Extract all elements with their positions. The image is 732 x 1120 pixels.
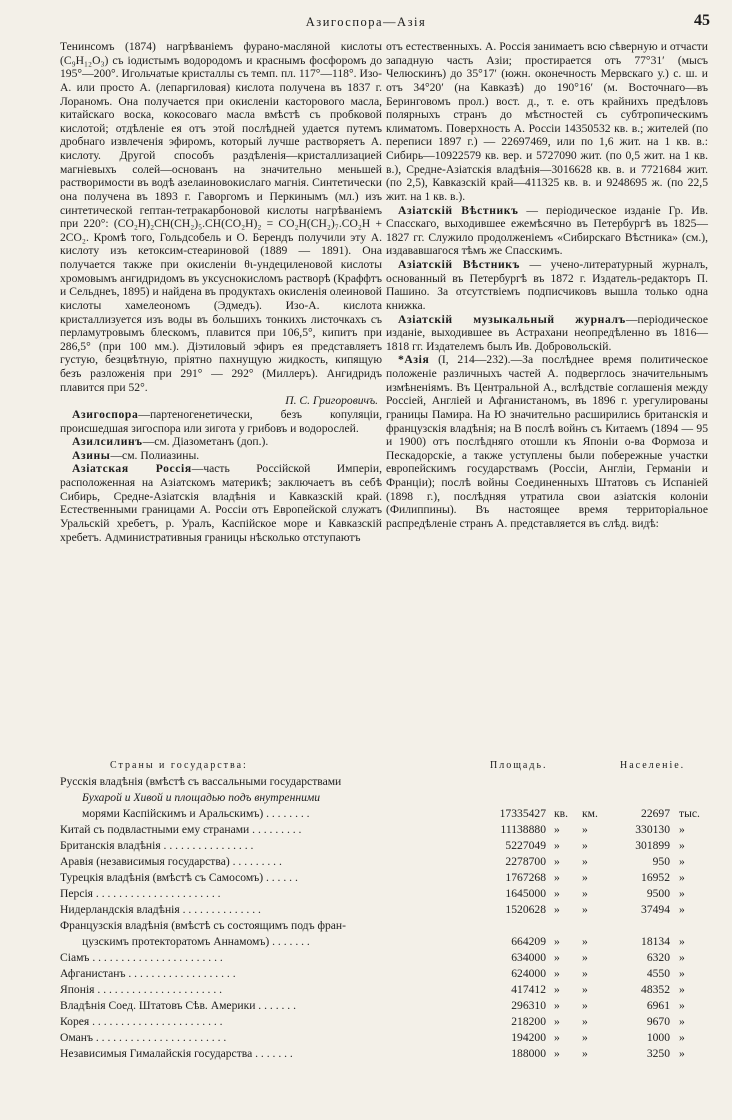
header-population: Населеніе.: [620, 760, 686, 771]
table-row: [60, 886, 710, 902]
article-paragraph: [60, 449, 382, 463]
table-row: [60, 902, 710, 918]
row-area-unit: »: [582, 1015, 588, 1028]
article-text: —партеногенетически, безъ копуляціи, происшедшая зигоспора или зигота у грибовъ и водорослей.: [60, 407, 382, 435]
article-text: —см. Діазометанъ (доп.).: [142, 435, 269, 449]
row-area-unit: »: [554, 1015, 560, 1028]
row-country: цузскимъ протекторатомъ Аннамомъ) . . . . . . .: [82, 935, 310, 948]
article-paragraph: [60, 462, 382, 544]
header-country: Страны и государства:: [110, 760, 248, 771]
row-country: Русскія владѣнія (вмѣстѣ съ вассальными государствами: [60, 775, 342, 788]
row-area: 194200: [511, 1031, 546, 1044]
row-population: 16952: [641, 871, 670, 884]
row-area-unit: »: [554, 999, 560, 1012]
row-country: Оманъ . . . . . . . . . . . . . . . . . . . . . . .: [60, 1031, 227, 1044]
table-row: [60, 966, 710, 982]
row-area: 417412: [511, 983, 546, 996]
row-country: Японія . . . . . . . . . . . . . . . . . . . . . .: [60, 983, 223, 996]
article-text: —см. Полиазины.: [110, 448, 200, 462]
table-row: [60, 1014, 710, 1030]
row-population-unit: »: [679, 1015, 685, 1028]
article-headword: *Азія: [398, 353, 430, 367]
article-paragraph: [60, 435, 382, 449]
row-population: 3250: [646, 1047, 670, 1060]
row-population-unit: »: [679, 1031, 685, 1044]
row-country: морями Каспійскимъ и Аральскимъ) . . . . . . . .: [82, 807, 310, 820]
row-country: Китай съ подвластными ему странами . . . . . . . . .: [60, 823, 302, 836]
row-country: Нидерландскія владѣнія . . . . . . . . . . . . . .: [60, 903, 261, 916]
row-population: 330130: [635, 823, 670, 836]
row-population: 18134: [641, 935, 670, 948]
row-area: 218200: [511, 1015, 546, 1028]
row-area-unit: км.: [582, 807, 598, 820]
row-population-unit: тыс.: [679, 807, 700, 820]
row-area-unit: »: [582, 887, 588, 900]
row-area: 2278700: [505, 855, 546, 868]
table-row: [60, 870, 710, 886]
table-row: [60, 918, 710, 934]
row-population-unit: »: [679, 855, 685, 868]
row-population-unit: »: [679, 823, 685, 836]
article-paragraph: [386, 313, 708, 354]
table-row: [60, 934, 710, 950]
row-area: 188000: [511, 1047, 546, 1060]
article-signature: П. С. Григоровичъ.: [285, 394, 378, 408]
row-area-unit: »: [554, 935, 560, 948]
row-area-unit: »: [582, 951, 588, 964]
row-population-unit: »: [679, 983, 685, 996]
row-area-unit: »: [582, 1047, 588, 1060]
row-population: 6961: [646, 999, 670, 1012]
row-country: Британскія владѣнія . . . . . . . . . . . . . . . .: [60, 839, 254, 852]
article-headword: Азіатскій музыкальный журналъ: [398, 312, 626, 326]
row-area-unit: »: [582, 871, 588, 884]
article-paragraph: [60, 40, 382, 394]
table-row: [60, 854, 710, 870]
running-title: Азигоспора—Азія: [305, 15, 427, 29]
row-population: 9500: [646, 887, 670, 900]
row-area-unit: »: [554, 1047, 560, 1060]
row-country: Независимыя Гималайскія государства . . . . . . .: [60, 1047, 293, 1060]
row-population: 22697: [641, 807, 670, 820]
article-headword: Азіатскій Вѣстникъ: [398, 203, 519, 217]
row-population: 950: [652, 855, 670, 868]
article-paragraph: [386, 258, 708, 313]
row-population: 4550: [646, 967, 670, 980]
article-headword: Азины: [72, 448, 111, 462]
article-text: — періодическое изданіе Гр. Ив. Спасскаго, выходившее ежемѣсячно въ Петербургѣ въ 1825—1827 гг. Служило продолженіемъ «Сибирскаго Вѣстника» (см.), издававшагося тѣмъ же Спасскимъ.: [386, 203, 709, 258]
row-population: 1000: [646, 1031, 670, 1044]
row-population: 9670: [646, 1015, 670, 1028]
row-population: 37494: [641, 903, 670, 916]
row-area-unit: »: [582, 983, 588, 996]
row-population-unit: »: [679, 887, 685, 900]
row-area: 624000: [511, 967, 546, 980]
row-population-unit: »: [679, 967, 685, 980]
table-row: [60, 998, 710, 1014]
row-area: 5227049: [505, 839, 546, 852]
row-country: Сіамъ . . . . . . . . . . . . . . . . . . . . . . .: [60, 951, 223, 964]
table-header: [60, 758, 710, 774]
article-text: Тенинсомъ (1874) нагрѣваніемъ фурано-масляной кислоты (C₉H₁₂O₃) съ іодистымъ водородомъ и краснымъ фосфоромъ до 195°—200°. Игольчатые кристаллы съ темп. пл. 117°—118°. Изо-А. или просто А. (лепаргиловая) кислота получена въ 1837 г. Лораномъ. Она получается при окисленіи касторового масла, китайскаго воска, кокосоваго масла вмѣстѣ съ пробковой кислотой; отдѣленіе ея отъ этой послѣдней удается путемъ дробнаго извлеченія эфиромъ, который лучше растворяетъ А. кислоту. Другой способъ раздѣленія—кристаллизацией магніевыхъ солей—основанъ на значительно меньшей растворимости въ водѣ азелаиновокислаго магнія. Синтетически она получена въ 1893 г. Гаворгомъ и Перкинымъ (мл.) изъ синтетической гептан-тетракарбоновой кислоты нагрѣваніемъ при 220°: (CO₂H)₂CH(CH₂)₅.CH(CO₂H)₂ = CO₂H(CH₂)₇.CO₂H + 2CO₂. Кромѣ того, Гольдсобель и О. Берендъ получили эту А. кислоту изъ кетоксим-стеариновой (1889 — 1891). Она получается также при окисленіи θι-ундециленовой кислоты хромовымъ ангидридомъ въ уксуснокисломъ растворѣ (Краффтъ и Сельднеъ, 1895) и найдена въ продуктахъ окисленія олеиновой кислоты хамелеономъ (Эдмедъ). Изо-А. кислота кристаллизуется изъ воды въ большихъ тонкихъ листочкахъ съ перламутровымъ блескомъ, плавится при 106,5°, кипитъ при 286,5° (при 100 мм.). Діэтиловый эфиръ ея представляетъ густую, безцвѣтную, пріятно пахнущую жидкость, кипящую безъ разложенія при 291° — 292° (Миллеръ). Ангидридъ плавится при 52°.: [60, 40, 382, 394]
table-row: [60, 1030, 710, 1046]
article-text: —часть Россійской Имперіи, расположенная на Азіатскомъ материкѣ; заключаетъ въ себѣ Сибирь, Средне-Азіатскія владѣнія и Кавказскій край. Естественными границами А. Россіи отъ Европейской служатъ Уральскій хребетъ, р. Уралъ, Каспійское море и Кавказскій хребетъ. Административныя границы нѣсколько отступаютъ: [60, 462, 382, 544]
article-headword: Азіатскій Вѣстникъ: [398, 258, 520, 271]
page-number: 45: [694, 12, 710, 29]
row-area: 1520628: [505, 903, 546, 916]
table-row: [60, 838, 710, 854]
row-population: 301899: [635, 839, 670, 852]
running-header: [0, 12, 732, 36]
row-country: Турецкія владѣнія (вмѣстѣ съ Самосомъ) . . . . . .: [60, 871, 298, 884]
row-area: 1645000: [505, 887, 546, 900]
row-country: Афганистанъ . . . . . . . . . . . . . . . . . . .: [60, 967, 236, 980]
article-text: —періодическое изданіе, выходившее въ Астрахани неопредѣленно въ 1816—1818 гг. Издателемъ былъ Ив. Добровольскій.: [386, 312, 708, 353]
table-row: [60, 982, 710, 998]
row-population-unit: »: [679, 935, 685, 948]
table-row: [60, 1046, 710, 1062]
row-area-unit: »: [582, 823, 588, 836]
row-population-unit: »: [679, 903, 685, 916]
row-area-unit: кв.: [554, 807, 569, 820]
table-row: [60, 790, 710, 806]
row-country: Французскія владѣнія (вмѣстѣ съ состоящимъ подъ фран-: [60, 919, 346, 932]
article-headword: Азіатская Россія: [72, 462, 192, 476]
row-country: Бухарой и Хивой и площадью подъ внутренними: [82, 791, 321, 804]
row-area-unit: »: [554, 903, 560, 916]
row-area: 17335427: [499, 807, 546, 820]
row-area: 296310: [511, 999, 546, 1012]
article-paragraph: [386, 353, 708, 530]
row-country: Корея . . . . . . . . . . . . . . . . . . . . . . .: [60, 1015, 223, 1028]
header-area: Площадь.: [490, 760, 548, 771]
asia-territories-table: [60, 758, 710, 1062]
table-row: [60, 950, 710, 966]
row-area: 1767268: [505, 871, 546, 884]
row-area-unit: »: [554, 871, 560, 884]
row-country: Персія . . . . . . . . . . . . . . . . . . . . . .: [60, 887, 221, 900]
row-population-unit: »: [679, 871, 685, 884]
row-population-unit: »: [679, 999, 685, 1012]
row-population-unit: »: [679, 1047, 685, 1060]
row-area-unit: »: [554, 823, 560, 836]
row-area-unit: »: [554, 887, 560, 900]
table-row: [60, 822, 710, 838]
row-area: 664209: [511, 935, 546, 948]
row-area-unit: »: [582, 903, 588, 916]
row-country: Владѣнія Соед. Штатовъ Сѣв. Америки . . . . . . .: [60, 999, 296, 1012]
row-area: 11138880: [500, 823, 546, 836]
row-population: 48352: [641, 983, 670, 996]
row-area-unit: »: [554, 983, 560, 996]
article-paragraph: [60, 408, 382, 435]
row-area: 634000: [511, 951, 546, 964]
right-column: [386, 40, 708, 531]
row-area-unit: »: [582, 855, 588, 868]
row-area-unit: »: [582, 935, 588, 948]
article-text: отъ естественныхъ. А. Россія занимаетъ всю сѣверную и отчасти западную часть Азіи; простирается отъ 77°31′ (мысъ Челюскинъ) до 35°17′ (южн. оконечность Мервскаго у.) с. ш. и отъ 34°20′ (на Кавказѣ) до 190°16′ (м. Восточнаго—въ Беринговомъ прол.) вост. д., т. е. отъ крайнихъ предѣловъ полярныхъ странъ до мѣстностей съ субтропическимъ климатомъ. Поверхность А. Россіи 14350532 кв. в.; жителей (по переписи 1897 г.) — 22697469, или по 1,6 жит. на 1 кв. в.: Сибирь—10922579 кв. вер. и 5727090 жит. (по 0,5 жит. на 1 кв. в.), Средне-Азіатскія владѣнія—3016628 кв. в. и 7721684 жит. (по 2,5), Кавказскій край—411325 кв. в. и 9248695 ж. (по 22,5 жит. на 1 кв. в.).: [386, 40, 708, 203]
article-headword: Азилсилинъ: [72, 435, 143, 449]
row-area-unit: »: [582, 839, 588, 852]
row-population-unit: »: [679, 839, 685, 852]
row-population: 6320: [646, 951, 670, 964]
row-area-unit: »: [582, 1031, 588, 1044]
row-area-unit: »: [582, 967, 588, 980]
article-headword: Азигоспора: [72, 407, 139, 421]
row-area-unit: »: [554, 839, 560, 852]
table-body: [60, 774, 710, 1062]
article-text: (I, 214—232).—За послѣднее время политическое положеніе различныхъ частей А. подверглось значительнымъ измѣненіямъ. Въ Центральной А., вслѣдствіе соглашенія между Россіей, Англіей и Афганистаномъ, въ 1896 г. урегулированы границы Памира. На Ю значительно расширились британскія и французскія владѣнія; на В послѣ войнъ съ Китаемъ (1894 — 95 и 1900) отъ послѣдняго отошли къ Японіи о-ва Формоза и Пескадорскіе, а также уступлены были побережные участки европейскимъ государствамъ (Россіи, Англіи, Германіи и Франціи); послѣ войны Соединенныхъ Штатовъ съ Испаніей (1898 г.), послѣдняя утратила свои азіатскія колоніи (Филиппины). Въ настоящее время территоріальное распредѣленіе странъ А. представляется въ слѣд. видѣ:: [386, 353, 708, 530]
left-column: [60, 40, 382, 544]
article-paragraph: [386, 40, 708, 204]
row-area-unit: »: [554, 951, 560, 964]
row-area-unit: »: [554, 967, 560, 980]
row-country: Аравія (независимыя государства) . . . . . . . . .: [60, 855, 282, 868]
article-text: — учено-литературный журналъ, основанный въ Петербургѣ въ 1872 г. Издатель-редакторъ П. Пашино. За отсутствіемъ подписчиковъ вышла только одна книжка.: [386, 258, 708, 312]
row-population-unit: »: [679, 951, 685, 964]
article-paragraph: [386, 204, 708, 259]
row-area-unit: »: [554, 1031, 560, 1044]
row-area-unit: »: [554, 855, 560, 868]
table-row: [60, 774, 710, 790]
table-row: [60, 806, 710, 822]
row-area-unit: »: [582, 999, 588, 1012]
